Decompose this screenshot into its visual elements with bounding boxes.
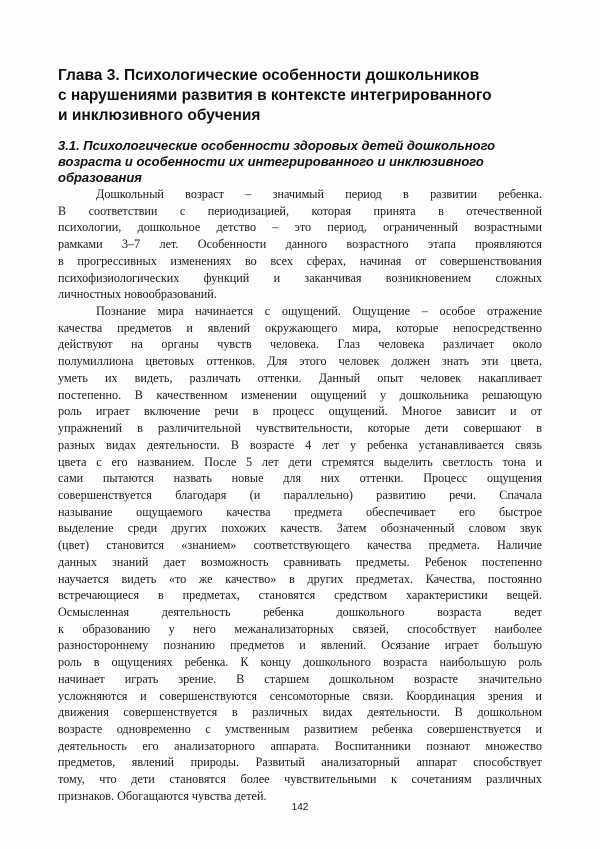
text-line: роль играет включение речи в процесс ощущений. Многое зависит и от — [58, 404, 542, 419]
page-number: 142 — [291, 802, 309, 813]
text-line: личностных новообразований. — [58, 287, 217, 302]
chapter-title-line: с нарушениями развития в контексте интегрированного — [58, 87, 492, 104]
text-line: постепенно. В качественном изменении ощущений у дошкольника решающую — [58, 387, 542, 402]
text-line: начинает играть зрение. В старшем дошкольном возрасте значительно — [58, 671, 542, 686]
chapter-title-line: Глава 3. Психологические особенности дошкольников — [58, 67, 480, 84]
text-line: усложняются и совершенствуются сенсомоторные связи. Координация зрения и — [58, 688, 542, 703]
text-line: научается видеть «то же качество» в других предметах. Качества, постоянно — [58, 571, 542, 586]
text-line: качества предметов и явлений окружающего мира, которые непосредственно — [58, 320, 542, 335]
text-line: разных видах деятельности. В возрасте 4 лет у ребенка устанавливается связь — [58, 437, 542, 452]
chapter-title-line: и инклюзивного обучения — [58, 107, 261, 124]
paragraph — [58, 186, 542, 303]
text-line: упражнений в различительной чувствительности, которые дети совершают в — [58, 421, 542, 436]
text-line: психофизиологических функций и заканчивая возникновением сложных — [58, 270, 542, 285]
text-line: Дошкольный возраст – значимый период в развитии ребенка. — [96, 187, 542, 201]
text-line: совершенствуется благодаря (и параллельно) развитию речи. Спачала — [58, 487, 542, 502]
text-line: цвета с его названием. После 5 лет дети стремятся выделить светлость тона и — [58, 454, 542, 469]
text-line: в прогрессивных изменениях во всех сферах, начиная от совершенствования — [58, 253, 542, 268]
text-line: деятельность его анализаторного аппарата. Воспитанники познают множество — [58, 738, 542, 753]
text-line: возрасте одновременно с умственным развитием ребенка совершенствуется и — [58, 722, 542, 736]
section-title-line: 3.1. Психологические особенности здоровых детей дошкольного — [58, 138, 496, 153]
text-line: сами пытаются назвать новые для них оттенки. Процесс ощущения — [58, 471, 542, 486]
section-title — [58, 138, 558, 186]
text-line: разностороннему познанию предметов и явлений. Осязание играет большую — [58, 638, 542, 653]
text-line: тому, что дети становятся более чувствительными к сочетаниям различных — [58, 772, 542, 787]
text-line: (цвет) становится «знанием» соответствующего качества предмета. Наличие — [58, 538, 542, 553]
body-text — [58, 186, 542, 805]
text-line: психологии, дошкольное детство – это период, ограниченный возрастными — [58, 220, 542, 235]
text-line: Осмысленная деятельность ребенка дошкольного возраста ведет — [58, 604, 542, 619]
text-line: Познание мира начинается с ощущений. Ощущение – особое отражение — [96, 304, 542, 319]
text-line: рамками 3–7 лет. Особенности данного возрастного этапа проявляются — [58, 237, 542, 252]
text-line: встречающиеся в предметах, становятся средством характеристики вещей. — [58, 588, 542, 603]
text-line: действуют на органы чувств человека. Глаз человека различает около — [58, 337, 542, 352]
chapter-title — [58, 66, 558, 126]
section-title-line: образования — [58, 170, 142, 185]
text-line: называние ощущаемого качества предмета обеспечивает его быстрое — [58, 504, 542, 519]
text-line: полумиллиона цветовых оттенков. Для этого человек должен знать эти цвета, — [58, 354, 542, 369]
section-title-line: возраста и особенности их интегрированного и инклюзивного — [58, 154, 484, 169]
text-line: предметов, явлений природы. Развитый анализаторный аппарат способствует — [58, 755, 542, 770]
text-line: уметь их видеть, различать оттенки. Данный опыт человек накапливает — [58, 370, 542, 385]
text-line: к образованию у него межанализаторных связей, способствует наиболее — [58, 621, 542, 636]
text-line: движения совершенствуется в различных видах деятельности. В дошкольном — [58, 705, 542, 720]
text-line: данных знаний дает возможность сравнивать предметы. Ребенок постепенно — [58, 554, 542, 569]
text-line: выделение среди других похожих качеств. Затем обозначенный словом звук — [58, 521, 542, 536]
text-line: признаков. Обогащаются чувства детей. — [58, 788, 267, 803]
paragraph — [58, 303, 542, 805]
text-line: В соответствии с периодизацией, которая принята в отечественной — [58, 203, 542, 218]
text-line: роль в ощущениях ребенка. К концу дошкольного возраста наибольшую роль — [58, 655, 542, 670]
